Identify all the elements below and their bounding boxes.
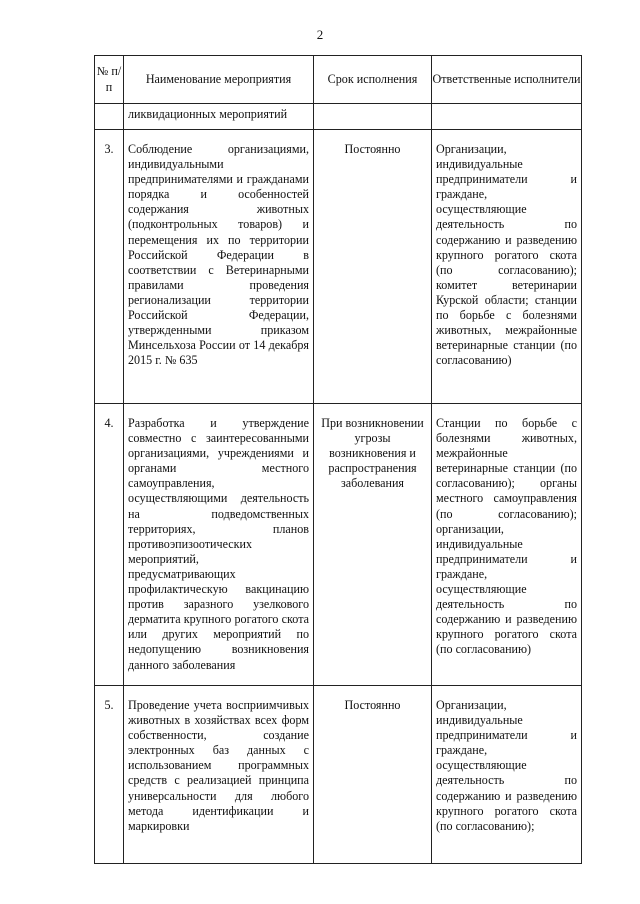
measure-name: Разработка и утверждение совместно с заинтересованными организациями, учреждениями и органами местного самоуправления, осуществляющими деятельность на подведомственных территориях, планов противоэпизоотических мероприятий, предусматривающих профилактическую вакцинацию против заразного узелкового дерматита крупного рогатого скота или других мероприятий по недопущению возникновения данного заболевания bbox=[124, 404, 314, 686]
measure-responsible: Организации, индивидуальные предприниматели и граждане, осуществляющие деятельность по содержанию и разведению крупного рогатого скота (по согласованию); комитет ветеринарии Курской области; станции по борьбе с болезнями животных, межрайонные ветеринарные станции (по согласованию) bbox=[432, 130, 582, 404]
row-number: 3. bbox=[95, 130, 124, 404]
continuation-row bbox=[95, 104, 582, 130]
continuation-term-cell bbox=[314, 104, 432, 130]
measure-name: Соблюдение организациями, индивидуальными предпринимателями и гражданами порядка и особенностей содержания животных (подконтрольных товаров) и перемещения их по территории Российской Федерации в соответствии с Ветеринарными правилами проведения регионализации территории Российской Федерации, утвержденными приказом Минсельхоза России от 14 декабря 2015 г. № 635 bbox=[124, 130, 314, 404]
measure-name: Проведение учета восприимчивых животных в хозяйствах всех форм собственности, создание электронных баз данных с использованием программных средств с реализацией принципа универсальности для любого метода идентификации и маркировки bbox=[124, 686, 314, 864]
continuation-responsible-cell bbox=[432, 104, 582, 130]
table-row bbox=[95, 404, 582, 686]
table-row bbox=[95, 686, 582, 864]
table-header-row bbox=[95, 56, 582, 104]
header-name: Наименование мероприятия bbox=[124, 56, 314, 104]
header-num: № п/п bbox=[95, 56, 124, 104]
header-responsible: Ответственные исполнители bbox=[432, 56, 582, 104]
measure-term: Постоянно bbox=[314, 686, 432, 864]
page-number: 2 bbox=[316, 27, 324, 42]
measures-table bbox=[94, 55, 582, 864]
row-number: 4. bbox=[95, 404, 124, 686]
header-term: Срок исполнения bbox=[314, 56, 432, 104]
measure-responsible: Организации, индивидуальные предприниматели и граждане, осуществляющие деятельность по содержанию и разведению крупного рогатого скота (по согласованию); bbox=[432, 686, 582, 864]
measure-term: Постоянно bbox=[314, 130, 432, 404]
measure-term: При возникновении угрозы возникновения и распространения заболевания bbox=[314, 404, 432, 686]
continuation-name-cell: ликвидационных мероприятий bbox=[124, 104, 314, 130]
continuation-num-cell bbox=[95, 104, 124, 130]
measure-responsible: Станции по борьбе с болезнями животных, межрайонные ветеринарные станции (по согласованию); органы местного самоуправления (по согласованию); организации, индивидуальные предприниматели и граждане, осуществляющие деятельность по содержанию и разведению крупного рогатого скота (по согласованию) bbox=[432, 404, 582, 686]
row-number: 5. bbox=[95, 686, 124, 864]
table-row bbox=[95, 130, 582, 404]
